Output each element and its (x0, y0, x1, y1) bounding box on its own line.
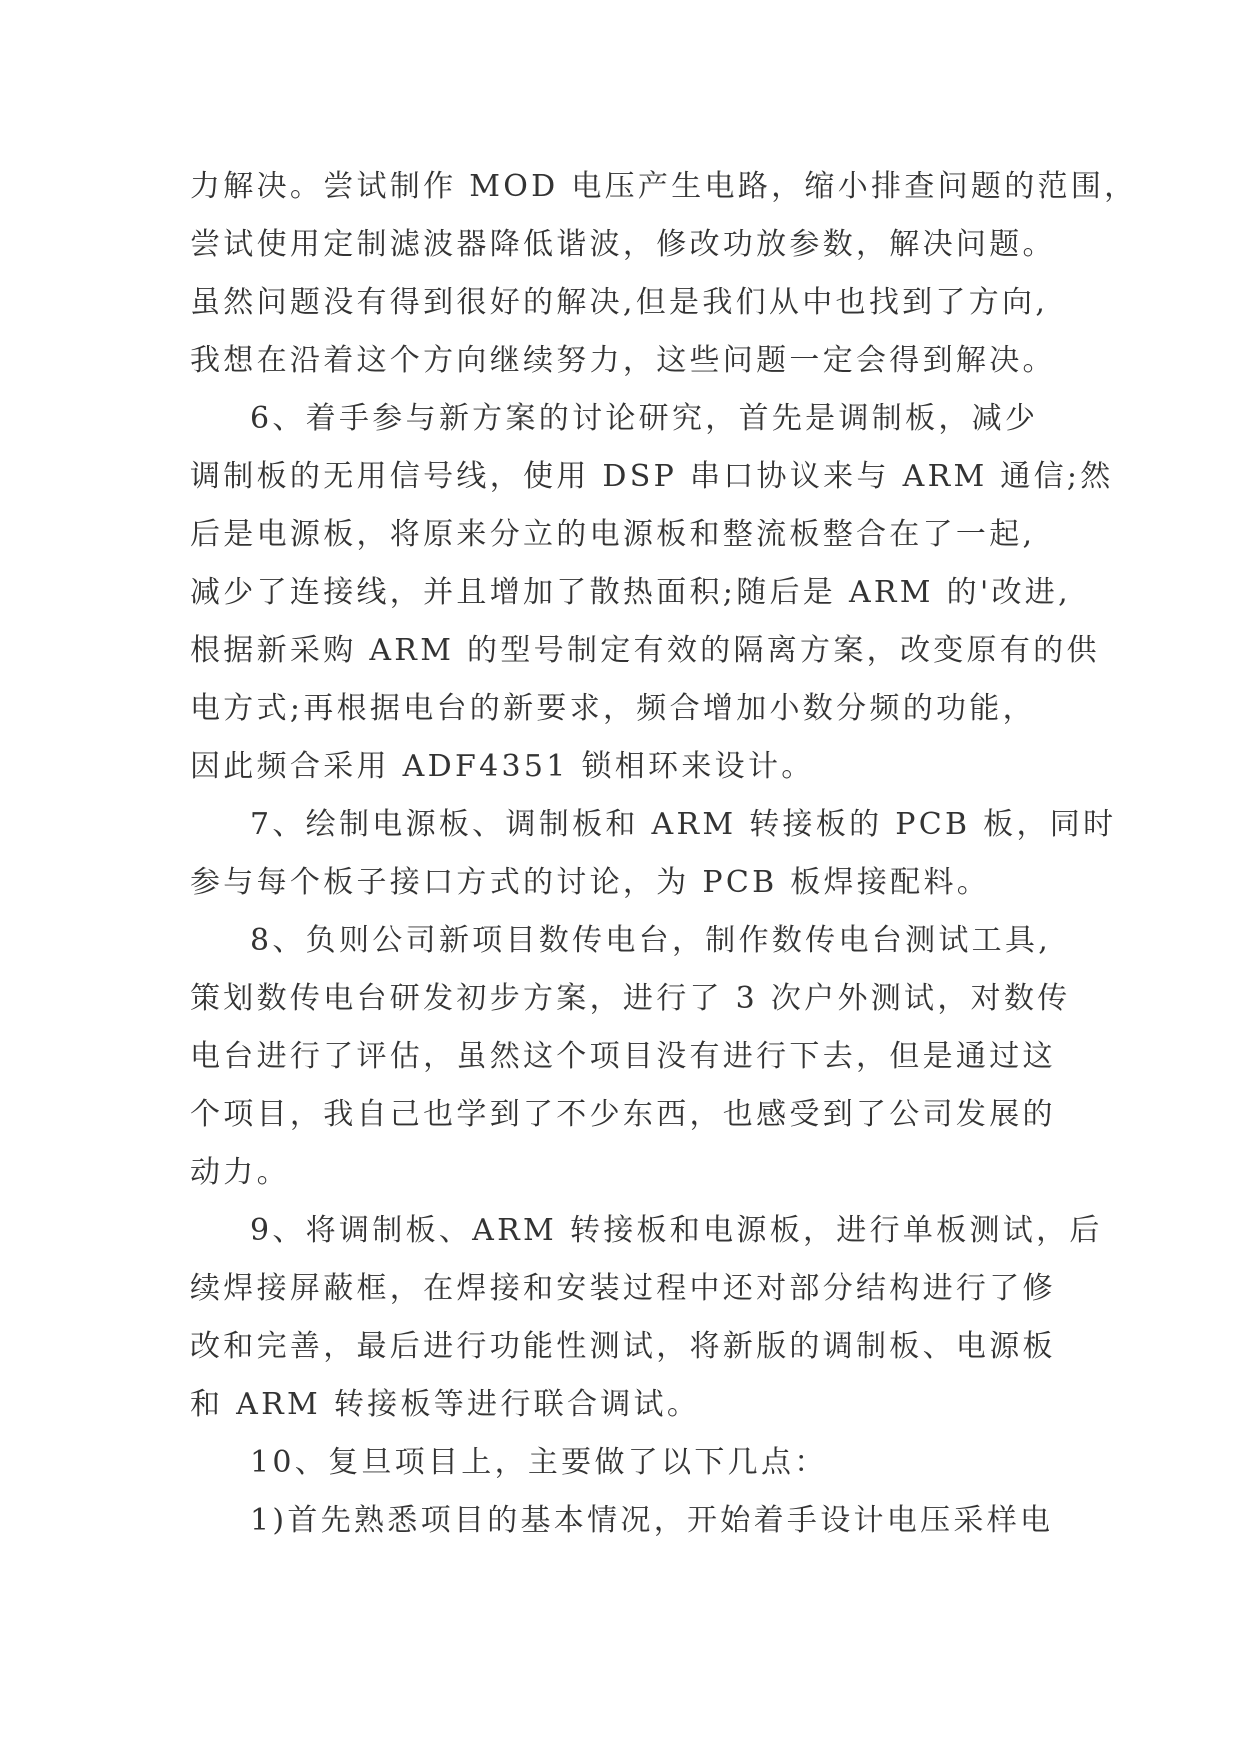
text-line: 我想在沿着这个方向继续努力，这些问题一定会得到解决。 (190, 343, 1056, 378)
text-line: 和 ARM 转接板等进行联合调试。 (190, 1387, 701, 1422)
text-line: 改和完善，最后进行功能性测试，将新版的调制板、电源板 (190, 1329, 1056, 1364)
text-line: 力解决。尝试制作 MOD 电压产生电路，缩小排查问题的范围， (190, 169, 1138, 204)
text-line: 因此频合采用 ADF4351 锁相环来设计。 (190, 749, 815, 784)
text-line: 续焊接屏蔽框，在焊接和安装过程中还对部分结构进行了修 (190, 1271, 1056, 1306)
list-item-1-start: 1)首先熟悉项目的基本情况，开始着手设计电压采样电 (250, 1503, 1054, 1538)
paragraph-6-start: 6、着手参与新方案的讨论研究，首先是调制板，减少 (250, 401, 1039, 436)
text-line: 个项目，我自己也学到了不少东西，也感受到了公司发展的 (190, 1097, 1056, 1132)
paragraph-8-start: 8、负则公司新项目数传电台，制作数传电台测试工具, (250, 923, 1052, 958)
text-line: 后是电源板，将原来分立的电源板和整流板整合在了一起, (190, 517, 1036, 552)
text-line: 参与每个板子接口方式的讨论，为 PCB 板焊接配料。 (190, 865, 991, 900)
body-text (190, 158, 1138, 1550)
text-line: 减少了连接线，并且增加了散热面积;随后是 ARM 的'改进, (190, 575, 1071, 610)
text-line: 电方式;再根据电台的新要求，频合增加小数分频的功能， (190, 691, 1036, 726)
paragraph-7-start: 7、绘制电源板、调制板和 ARM 转接板的 PCB 板，同时 (250, 807, 1117, 842)
text-line: 虽然问题没有得到很好的解决,但是我们从中也找到了方向, (190, 285, 1049, 320)
text-line: 策划数传电台研发初步方案，进行了 3 次户外测试，对数传 (190, 981, 1071, 1016)
paragraph-10-start: 10、复旦项目上，主要做了以下几点： (250, 1445, 828, 1480)
text-line: 根据新采购 ARM 的型号制定有效的隔离方案，改变原有的供 (190, 633, 1100, 668)
text-line: 电台进行了评估，虽然这个项目没有进行下去，但是通过这 (190, 1039, 1056, 1074)
text-line: 尝试使用定制滤波器降低谐波，修改功放参数，解决问题。 (190, 227, 1056, 262)
paragraph-9-start: 9、将调制板、ARM 转接板和电源板，进行单板测试，后 (250, 1213, 1103, 1248)
text-line: 调制板的无用信号线，使用 DSP 串口协议来与 ARM 通信;然 (190, 459, 1114, 494)
text-line: 动力。 (190, 1155, 290, 1190)
